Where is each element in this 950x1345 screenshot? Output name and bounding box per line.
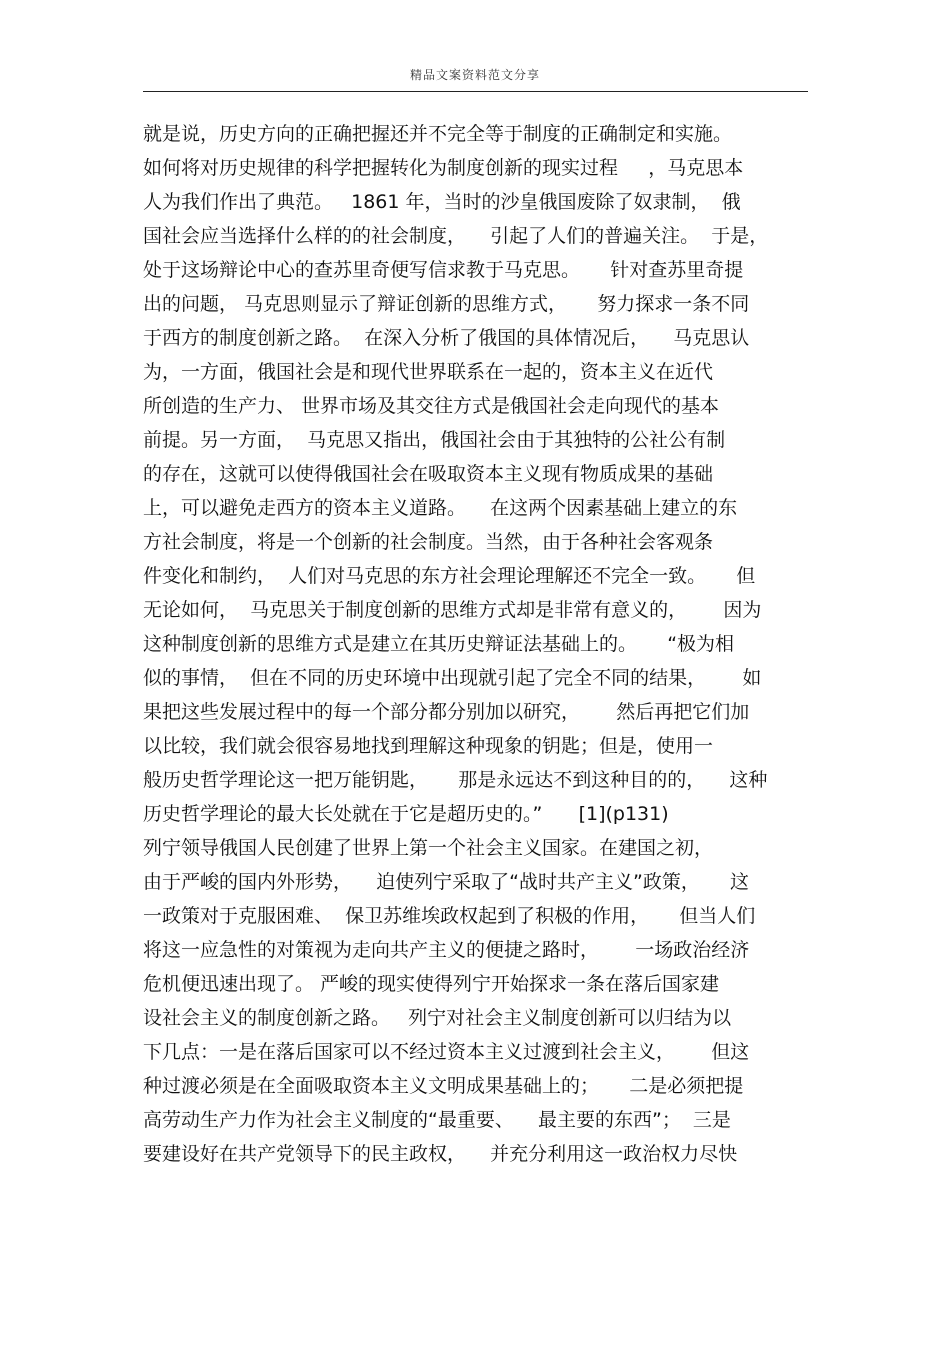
text-line: 的存在，这就可以使得俄国社会在吸取资本主义现有物质成果的基础 xyxy=(143,463,714,485)
text-line: 就是说，历史方向的正确把握还并不完全等于制度的正确制定和实施。 xyxy=(143,123,733,145)
text-line: 要建设好在共产党领导下的民主政权， 并充分利用这一政治权力尽快 xyxy=(143,1143,738,1165)
header-divider xyxy=(143,91,808,92)
text-line: 历史哲学理论的最大长处就在于它是超历史的。” [1](p131) xyxy=(143,803,669,825)
page-header: 精品文案资料范文分享 xyxy=(409,68,540,82)
text-line: 人为我们作出了典范。 1861 年，当时的沙皇俄国废除了奴隶制， 俄 xyxy=(143,191,741,213)
text-line: 以比较，我们就会很容易地找到理解这种现象的钥匙；但是，使用一 xyxy=(143,735,714,757)
text-line: 果把这些发展过程中的每一个部分都分别加以研究， 然后再把它们加 xyxy=(143,701,750,723)
text-line: 般历史哲学理论这一把万能钥匙， 那是永远达不到这种目的的， 这种 xyxy=(143,769,768,791)
text-line: 所创造的生产力、 世界市场及其交往方式是俄国社会走向现代的基本 xyxy=(143,395,720,417)
text-line: 如何将对历史规律的科学把握转化为制度创新的现实过程 ，马克思本 xyxy=(143,157,744,179)
text-line: 方社会制度，将是一个创新的社会制度。当然，由于各种社会客观条 xyxy=(143,531,714,553)
text-line: 处于这场辩论中心的查苏里奇便写信求教于马克思。 针对查苏里奇提 xyxy=(143,259,744,281)
text-line: 上，可以避免走西方的资本主义道路。 在这两个因素基础上建立的东 xyxy=(143,497,738,519)
text-line: 由于严峻的国内外形势， 迫使列宁采取了“战时共产主义”政策， 这 xyxy=(143,871,750,893)
text-line: 下几点：一是在落后国家可以不经过资本主义过渡到社会主义， 但这 xyxy=(143,1041,750,1063)
text-line: 国社会应当选择什么样的的社会制度， 引起了人们的普遍关注。 于是， xyxy=(143,225,769,247)
text-line: 危机便迅速出现了。 严峻的现实使得列宁开始探求一条在落后国家建 xyxy=(143,973,720,995)
text-line: 种过渡必须是在全面吸取资本主义文明成果基础上的； 二是必须把提 xyxy=(143,1075,744,1097)
text-line: 无论如何， 马克思关于制度创新的思维方式却是非常有意义的， 因为 xyxy=(143,599,762,621)
text-line: 件变化和制约， 人们对马克思的东方社会理论理解还不完全一致。 但 xyxy=(143,565,756,587)
text-line: 前提。另一方面， 马克思又指出，俄国社会由于其独特的公社公有制 xyxy=(143,429,726,451)
text-line: 一政策对于克服困难、 保卫苏维埃政权起到了积极的作用， 但当人们 xyxy=(143,905,756,927)
text-line: 为，一方面，俄国社会是和现代世界联系在一起的，资本主义在近代 xyxy=(143,361,714,383)
text-line: 似的事情， 但在不同的历史环境中出现就引起了完全不同的结果， 如 xyxy=(143,667,762,689)
body-text xyxy=(143,117,813,1171)
text-line: 出的问题， 马克思则显示了辩证创新的思维方式， 努力探求一条不同 xyxy=(143,293,750,315)
text-line: 设社会主义的制度创新之路。 列宁对社会主义制度创新可以归结为以 xyxy=(143,1007,732,1029)
text-line: 将这一应急性的对策视为走向共产主义的便捷之路时， 一场政治经济 xyxy=(143,939,750,961)
text-line: 列宁领导俄国人民创建了世界上第一个社会主义国家。在建国之初， xyxy=(143,837,714,859)
text-line: 这种制度创新的思维方式是建立在其历史辩证法基础上的。 “极为相 xyxy=(143,633,735,655)
text-line: 于西方的制度创新之路。 在深入分析了俄国的具体情况后， 马克思认 xyxy=(143,327,750,349)
text-line: 高劳动生产力作为社会主义制度的“最重要、 最主要的东西”； 三是 xyxy=(143,1109,731,1131)
